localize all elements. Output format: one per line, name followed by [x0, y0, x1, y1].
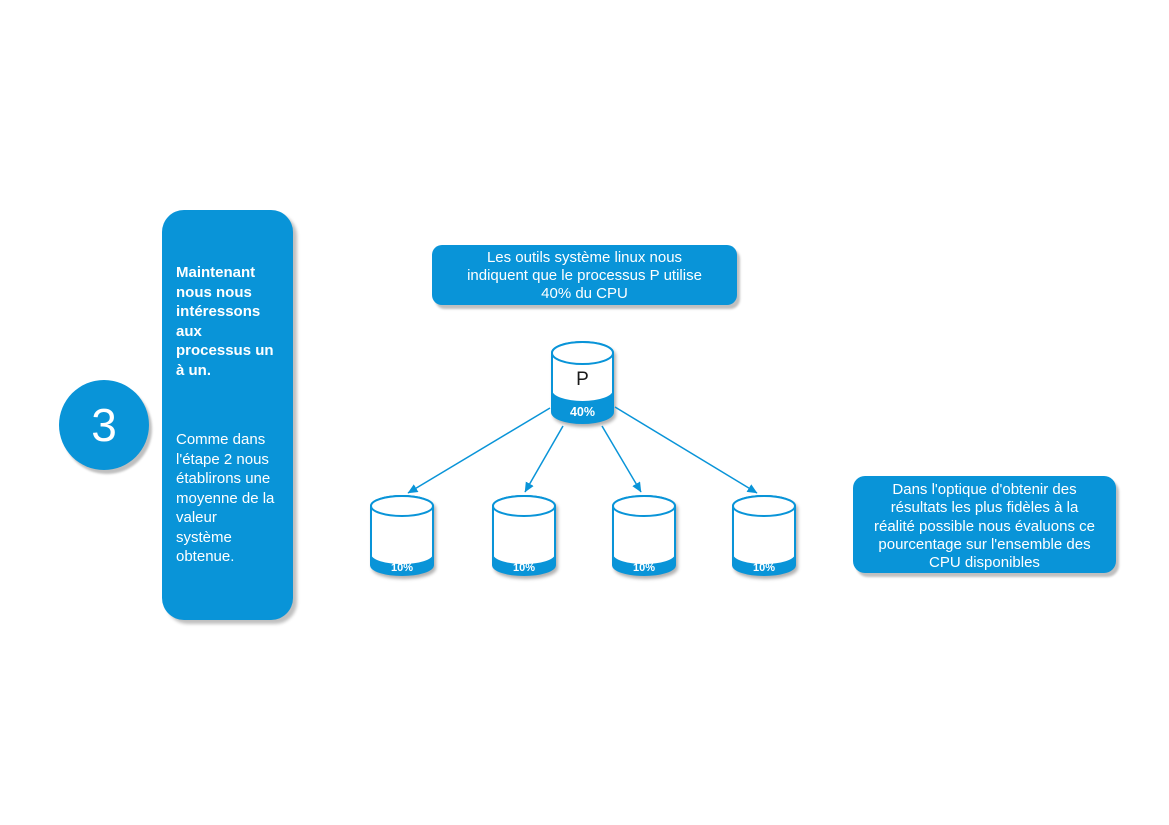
cylinder-top-ellipse: [613, 496, 675, 516]
cpu-cylinder-1: [371, 496, 433, 575]
cylinder-top-ellipse: [371, 496, 433, 516]
panel-intro-text: Maintenant nous nous intéressons aux processus un à un.: [176, 264, 274, 379]
arrow-p-to-cpu3: [602, 426, 641, 492]
right-callout-text: Dans l'optique d'obtenir des résultats les plus fidèles à la réalité possible nous évaluons ce pourcentage sur l'ensemble des CPU disponibles: [874, 481, 1095, 572]
step-number: 3: [91, 399, 117, 451]
cpu-usage-label: 10%: [512, 562, 536, 574]
top-callout-text: Les outils système linux nous indiquent que le processus P utilise 40% du CPU: [467, 249, 702, 302]
process-usage-label: 40%: [569, 405, 596, 419]
cylinder-top-ellipse: [733, 496, 795, 516]
cpu-cylinder-3: [613, 496, 675, 575]
cylinder-top-ellipse: [493, 496, 555, 516]
cpu-usage-label: 10%: [390, 562, 414, 574]
cylinder-top-ellipse: [552, 342, 613, 364]
cpu-cylinder-2: [493, 496, 555, 575]
arrow-p-to-cpu2: [525, 426, 563, 492]
arrow-p-to-cpu4: [615, 407, 757, 493]
cpu-usage-label: 10%: [752, 562, 776, 574]
arrow-p-to-cpu1: [408, 408, 550, 493]
process-p-cylinder: [552, 342, 613, 423]
panel-detail-text: Comme dans l'étape 2 nous établirons une moyenne de la valeur système obtenue.: [176, 431, 275, 566]
process-label: P: [576, 369, 589, 390]
cpu-cylinder-4: [733, 496, 795, 575]
cpu-usage-label: 10%: [632, 562, 656, 574]
